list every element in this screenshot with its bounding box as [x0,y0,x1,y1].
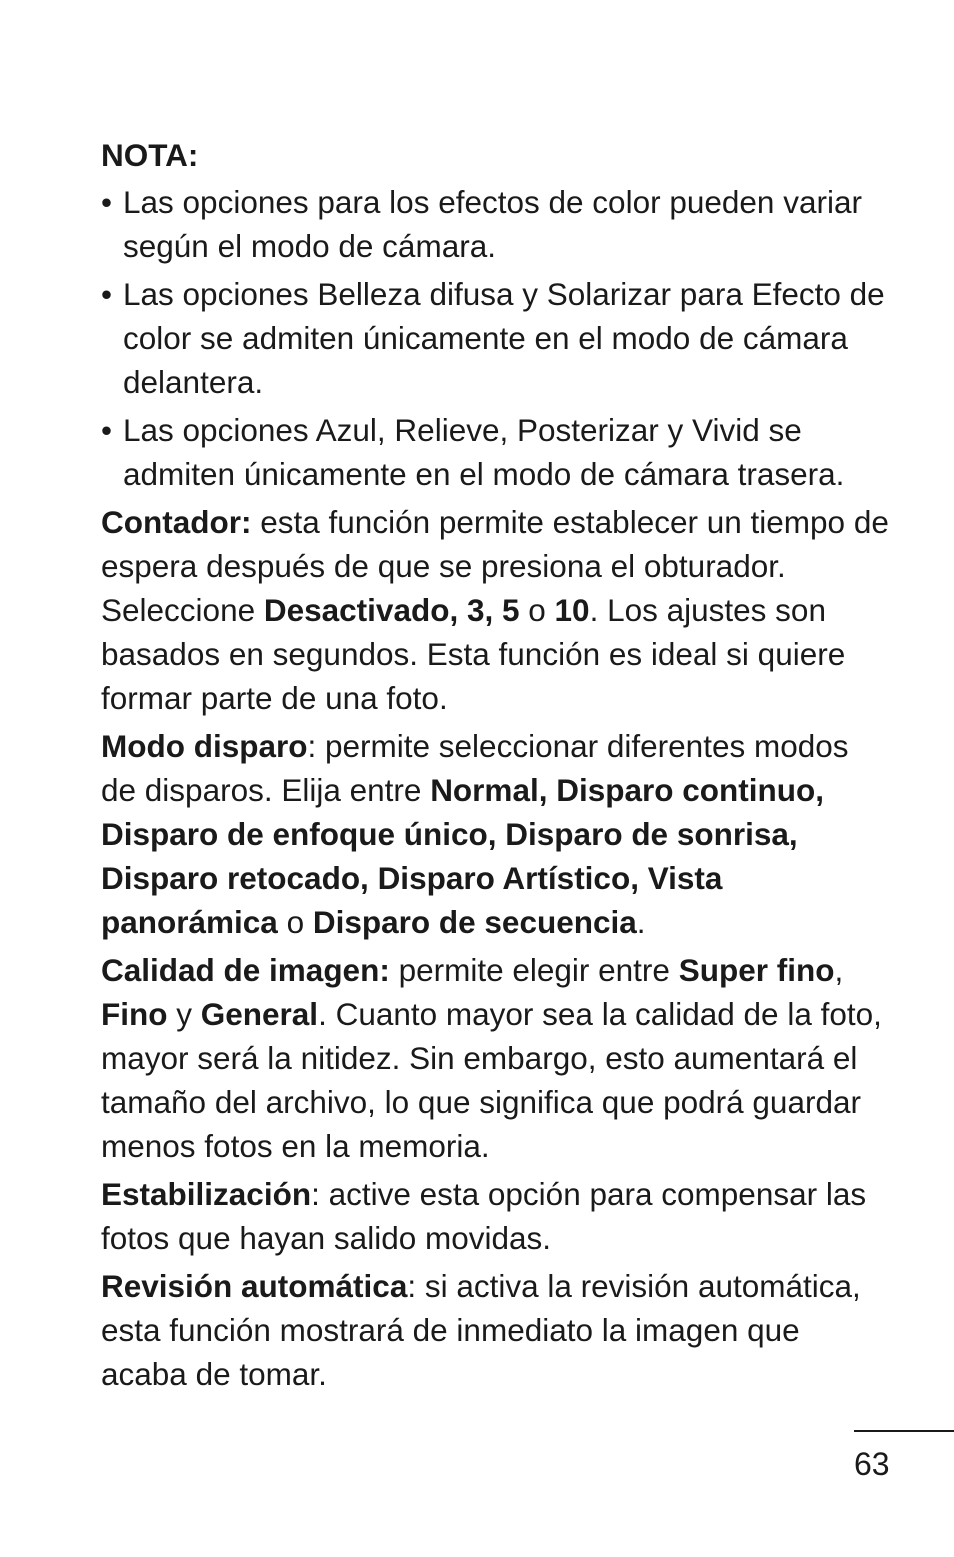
note-item [101,408,891,496]
calidad-text-2: , [834,952,844,988]
modo-disparo-term: Modo disparo [101,728,308,764]
note-item-text: Las opciones Azul, Relieve, Posterizar y Vivid se admiten únicamente en el modo de cámara trasera. [123,412,845,492]
note-item [101,180,891,268]
footer-rule [854,1430,954,1432]
modo-disparo-options: Normal, Disparo continuo, Disparo de enfoque único, Disparo de sonrisa, Disparo retocado, Disparo Artístico, Vista panorámica [101,772,824,940]
bullet-icon: • [101,276,113,312]
revision-paragraph [101,1264,891,1396]
calidad-option-fino: Fino [101,996,168,1032]
modo-disparo-text-1: : permite seleccionar diferentes modos de disparos. Elija entre [101,728,849,808]
page-content [101,130,891,1400]
calidad-text-4: . Cuanto mayor sea la calidad de la foto, mayor será la nitidez. Sin embargo, esto aumentará el tamaño del archivo, lo que significa que podrá guardar menos fotos en la memoria. [101,996,882,1164]
note-list [101,180,891,496]
note-title: NOTA: [101,137,199,173]
bullet-icon: • [101,184,113,220]
calidad-text-1: permite elegir entre [389,952,679,988]
estabilizacion-term: Estabilización [101,1176,312,1212]
modo-disparo-last-option: Disparo de secuencia [312,904,637,940]
contador-options: Desactivado, 3, 5 [263,592,520,628]
contador-term: Contador: [101,504,252,540]
modo-disparo-text-3: . [636,904,646,940]
estabilizacion-text: : active esta opción para compensar las fotos que hayan salido movidas. [101,1176,867,1256]
estabilizacion-paragraph [101,1172,891,1260]
calidad-term: Calidad de imagen: [101,952,390,988]
contador-text-1: esta función permite establecer un tiempo de espera después de que se presiona el obturador. Seleccione [101,504,889,628]
contador-text-3: . Los ajustes son basados en segundos. Esta función es ideal si quiere formar parte de una foto. [101,592,846,716]
calidad-text-3: y [167,996,201,1032]
revision-text: : si activa la revisión automática, esta función mostrará de inmediato la imagen que acaba de tomar. [101,1268,861,1392]
modo-disparo-text-2: o [277,904,313,940]
calidad-paragraph [101,948,891,1168]
page-number: 63 [854,1446,890,1482]
note-item-text: Las opciones para los efectos de color pueden variar según el modo de cámara. [123,184,862,264]
modo-disparo-paragraph [101,724,891,944]
calidad-option-general: General [200,996,319,1032]
note-item-text: Las opciones Belleza difusa y Solarizar para Efecto de color se admiten únicamente en el modo de cámara delantera. [123,276,885,400]
contador-text-2: o [519,592,555,628]
bullet-icon: • [101,412,113,448]
note-item [101,272,891,404]
contador-paragraph [101,500,891,720]
revision-term: Revisión automática [101,1268,408,1304]
calidad-option-super-fino: Super fino [678,952,835,988]
contador-option-10: 10 [554,592,590,628]
